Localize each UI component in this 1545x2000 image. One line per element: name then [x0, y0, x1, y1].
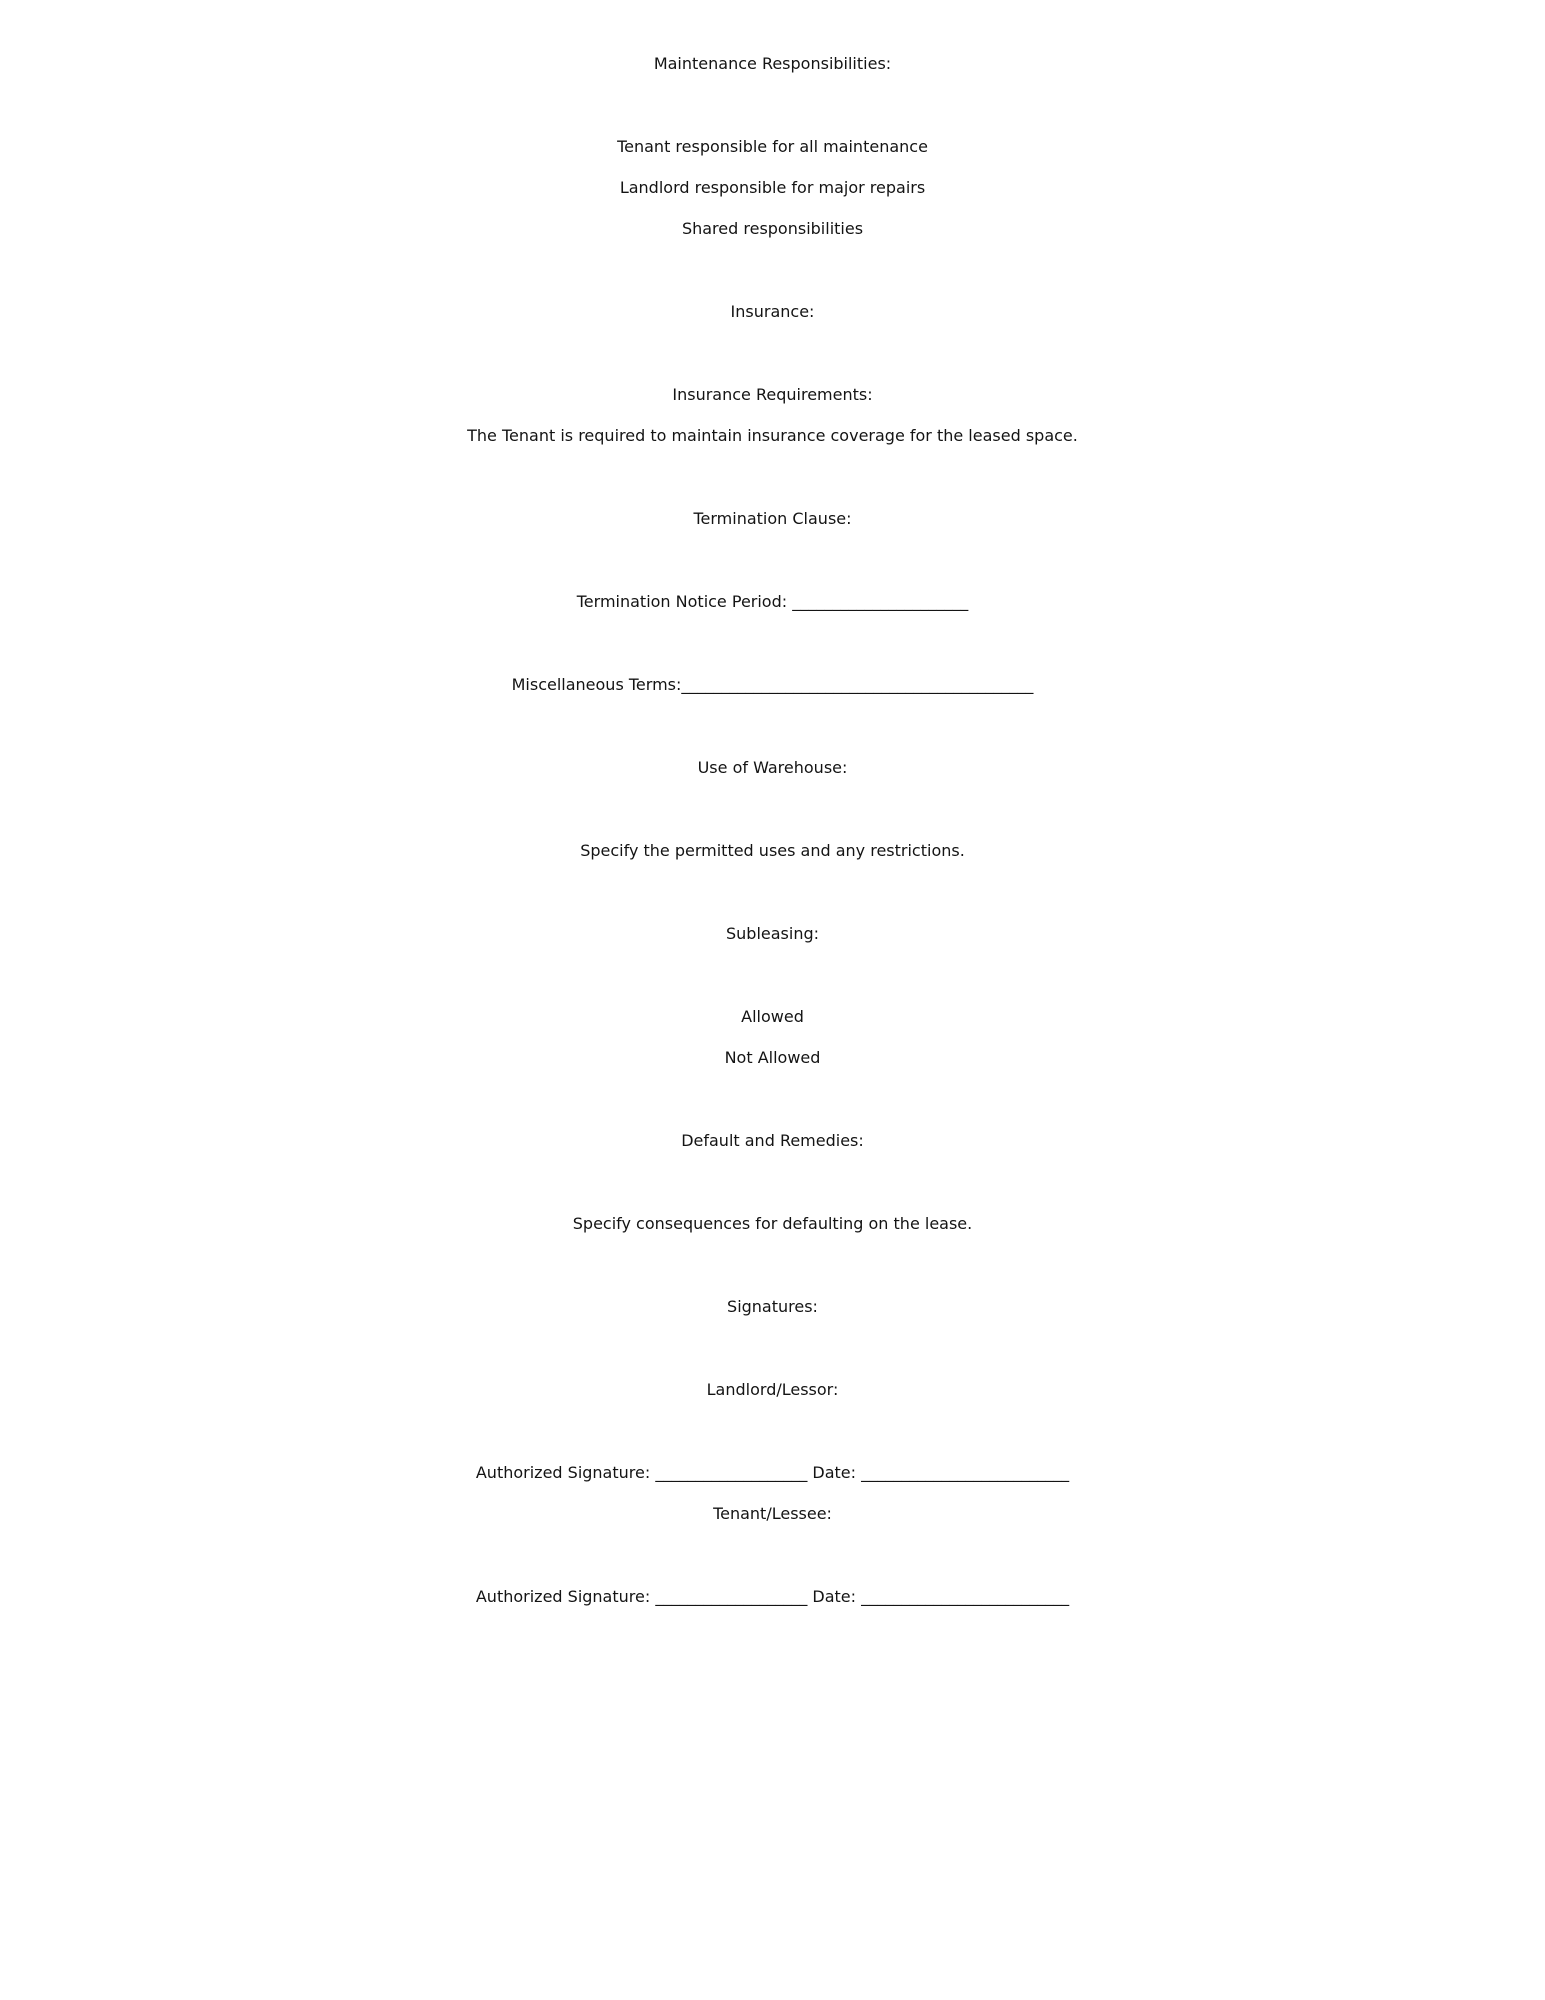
use-of-warehouse-heading: Use of Warehouse: [697, 758, 848, 777]
insurance-requirements-heading: Insurance Requirements: [672, 385, 873, 404]
landlord-signature-field[interactable]: Authorized Signature: ___________________ Date: __________________________ [475, 1463, 1070, 1482]
tenant-signature-field[interactable]: Authorized Signature: ___________________ Date: __________________________ [475, 1587, 1070, 1606]
subleasing-option-allowed: Allowed [741, 1007, 804, 1026]
insurance-requirements-text: The Tenant is required to maintain insurance coverage for the leased space. [467, 426, 1078, 445]
maintenance-heading: Maintenance Responsibilities: [653, 54, 892, 73]
maintenance-option-shared: Shared responsibilities [681, 219, 864, 238]
signatures-heading: Signatures: [727, 1297, 818, 1316]
miscellaneous-terms-field[interactable]: Miscellaneous Terms:____________________________________________ [511, 675, 1034, 694]
subleasing-heading: Subleasing: [725, 924, 819, 943]
insurance-heading: Insurance: [730, 302, 815, 321]
termination-notice-period-field[interactable]: Termination Notice Period: ______________________ [576, 592, 969, 611]
default-remedies-heading: Default and Remedies: [681, 1131, 864, 1150]
default-remedies-text: Specify consequences for defaulting on the lease. [572, 1214, 973, 1233]
landlord-label: Landlord/Lessor: [706, 1380, 839, 1399]
tenant-label: Tenant/Lessee: [713, 1504, 832, 1523]
maintenance-option-tenant: Tenant responsible for all maintenance [617, 137, 928, 156]
use-of-warehouse-text: Specify the permitted uses and any restrictions. [580, 841, 965, 860]
subleasing-option-not-allowed: Not Allowed [724, 1048, 821, 1067]
maintenance-option-landlord: Landlord responsible for major repairs [619, 178, 926, 197]
termination-heading: Termination Clause: [693, 509, 852, 528]
